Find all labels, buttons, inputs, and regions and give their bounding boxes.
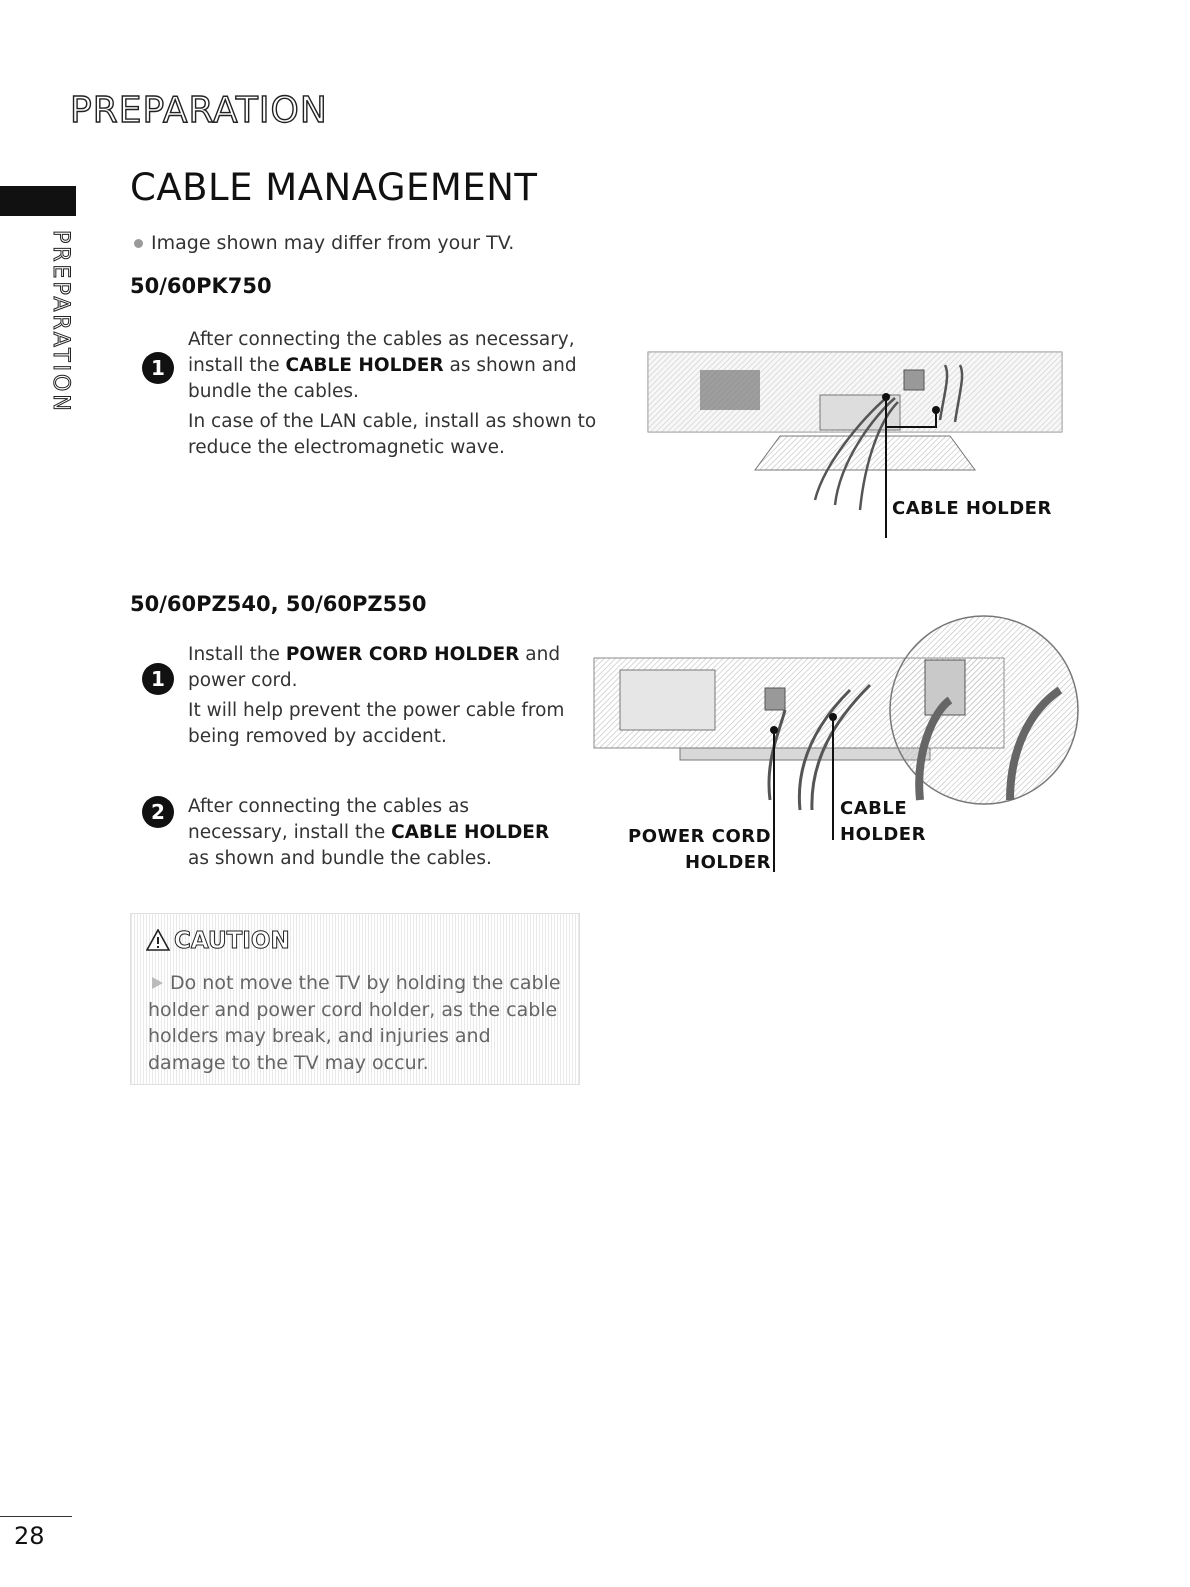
warning-icon bbox=[146, 929, 170, 951]
chapter-tab-marker bbox=[0, 186, 76, 216]
step-instructions bbox=[188, 794, 573, 872]
text-run: and power cord. bbox=[188, 644, 561, 691]
step-instructions bbox=[188, 327, 608, 461]
text-run: After connecting the cables as necessary, install the bbox=[188, 796, 470, 843]
step-paragraph: In case of the LAN cable, install as shown to reduce the electromagnetic wave. bbox=[188, 411, 597, 458]
text-run: After connecting the cables as necessary, install the bbox=[188, 329, 575, 376]
callout-cable-holder-a: CABLE HOLDER bbox=[892, 498, 1052, 519]
callout-cable-line1: CABLE bbox=[840, 798, 908, 819]
model-heading-a: 50/60PK750 bbox=[130, 274, 272, 298]
caution-text: Do not move the TV by holding the cable holder and power cord holder, as the cable holders may break, and injuries and damage to the TV may occur. bbox=[148, 972, 561, 1074]
page-number: 28 bbox=[14, 1522, 45, 1550]
emphasis-term: CABLE HOLDER bbox=[391, 822, 550, 843]
callout-power-cord-line1: POWER CORD bbox=[628, 826, 772, 847]
section-title: CABLE MANAGEMENT bbox=[130, 166, 538, 209]
text-run: as shown and bundle the cables. bbox=[188, 355, 577, 402]
image-note-text: Image shown may differ from your TV. bbox=[151, 232, 515, 254]
step-paragraph bbox=[188, 794, 573, 872]
caution-title: CAUTION bbox=[174, 928, 290, 954]
bullet-icon bbox=[134, 239, 143, 248]
step-number-badge: 1 bbox=[142, 663, 174, 695]
step-paragraph bbox=[188, 327, 608, 405]
callout-power-cord-line2: HOLDER bbox=[685, 852, 771, 873]
emphasis-term: POWER CORD HOLDER bbox=[285, 644, 520, 665]
step-paragraph: It will help prevent the power cable from being removed by accident. bbox=[188, 700, 565, 747]
model-heading-b: 50/60PZ540, 50/60PZ550 bbox=[130, 592, 427, 616]
step-instructions bbox=[188, 642, 573, 750]
footer-rule bbox=[0, 1516, 72, 1517]
step-number-badge: 1 bbox=[142, 352, 174, 384]
step-paragraph bbox=[188, 642, 573, 694]
callout-cable-line2: HOLDER bbox=[840, 824, 926, 845]
emphasis-term: CABLE HOLDER bbox=[285, 355, 444, 376]
image-note bbox=[134, 232, 514, 254]
text-run: Install the bbox=[188, 644, 286, 665]
text-run: as shown and bundle the cables. bbox=[188, 848, 492, 869]
step-number-badge: 2 bbox=[142, 796, 174, 828]
chapter-title: PREPARATION bbox=[70, 90, 328, 131]
side-tab-label: PREPARATION bbox=[48, 230, 73, 414]
